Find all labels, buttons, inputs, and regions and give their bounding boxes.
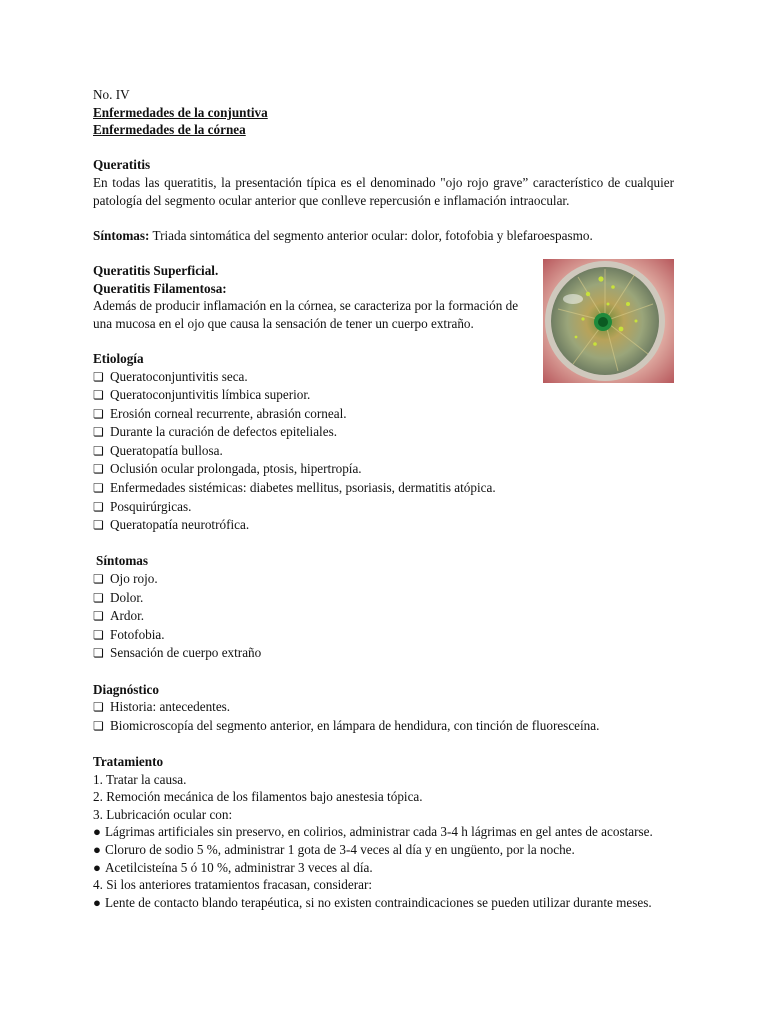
list-item [93,386,674,405]
list-item [93,442,674,461]
list-item-text: Queratoconjuntivitis seca. [110,368,248,384]
diagnostico-list [93,698,674,735]
tratamiento-step-4: 4. Si los anteriores tratamientos fracasan, considerar: [93,877,373,893]
checkbox-bullet-icon [93,443,104,461]
list-item-text: Durante la curación de defectos epiteliales. [110,424,338,440]
title-conjuntiva: Enfermedades de la conjuntiva [93,104,268,120]
bullet-text: Cloruro de sodio 5 %, administrar 1 gota de 3-4 veces al día y en ungüento, por la noche. [104,841,575,857]
title-cornea: Enfermedades de la córnea [93,122,246,138]
tratamiento-bullet-item [93,894,674,912]
checkbox-bullet-icon [93,571,104,589]
list-item-text: Oclusión ocular prolongada, ptosis, hipertropía. [110,461,362,477]
heading-etiologia: Etiología [93,350,144,366]
checkbox-bullet-icon [93,608,104,626]
sintomas-triada [93,227,674,245]
sintomas-list [93,570,674,663]
filamentosa-text: Además de producir inflamación en la córnea, se caracteriza por la formación de una mucosa en el ojo que causa la sensación de tener un cuerpo extraño. [93,298,519,331]
checkbox-bullet-icon [93,424,104,442]
heading-tratamiento: Tratamiento [93,753,164,769]
list-item-text: Historia: antecedentes. [110,699,231,715]
document-number: No. IV [93,87,130,102]
list-item-text: Enfermedades sistémicas: diabetes mellitus, psoriasis, dermatitis atópica. [110,480,496,496]
list-item-text: Erosión corneal recurrente, abrasión corneal. [110,405,347,421]
heading-superficial: Queratitis Superficial. [93,262,219,278]
list-item [93,607,674,626]
heading-filamentosa: Queratitis Filamentosa: [93,280,227,296]
bullet-icon: ● [93,824,101,840]
list-item [93,516,674,535]
checkbox-bullet-icon [93,480,104,498]
queratitis-text: En todas las queratitis, la presentación típica es el denominado "ojo rojo grave” característico de cualquier patología del segmento ocular anterior que conlleve repercusión e inflamación intraocular. [93,174,674,208]
checkbox-bullet-icon [93,517,104,535]
list-item-text: Posquirúrgicas. [110,498,192,514]
checkbox-bullet-icon [93,461,104,479]
tratamiento-bullet-item [93,841,674,859]
checkbox-bullet-icon [93,387,104,405]
checkbox-bullet-icon [93,699,104,717]
checkbox-bullet-icon [93,369,104,387]
sintomas-label: Síntomas: [93,227,150,243]
bullet-text: Acetilcisteína 5 ó 10 %, administrar 3 veces al día. [104,859,373,875]
list-item-text: Dolor. [110,589,144,605]
list-item-text: Queratopatía bullosa. [110,442,223,458]
list-item [93,626,674,645]
checkbox-bullet-icon [93,627,104,645]
list-item-text: Biomicroscopía del segmento anterior, en lámpara de hendidura, con tinción de fluoresceína. [110,717,600,733]
list-item-text: Queratoconjuntivitis límbica superior. [110,387,311,403]
tratamiento-bullet-item [93,859,674,877]
list-item [93,698,674,717]
list-item [93,570,674,589]
bullet-icon: ● [93,859,101,875]
list-item [93,498,674,517]
list-item [93,717,674,736]
tratamiento-step-3: 3. Lubricación ocular con: [93,806,233,822]
bullet-icon: ● [93,841,101,857]
list-item-text: Sensación de cuerpo extraño [110,645,262,661]
list-item [93,589,674,608]
checkbox-bullet-icon [93,645,104,663]
list-item-text: Ardor. [110,608,145,624]
list-item [93,460,674,479]
sintomas-triada-text: Triada sintomática del segmento anterior ocular: dolor, fotofobia y blefaroespasmo. [149,227,593,243]
checkbox-bullet-icon [93,718,104,736]
list-item-text: Ojo rojo. [110,571,158,587]
list-item-text: Queratopatía neurotrófica. [110,517,250,533]
list-item [93,644,674,663]
checkbox-bullet-icon [93,406,104,424]
checkbox-bullet-icon [93,499,104,517]
bullet-icon: ● [93,894,101,910]
heading-sintomas: Síntomas [96,553,149,569]
list-item [93,405,674,424]
list-item [93,423,674,442]
heading-queratitis: Queratitis [93,157,151,173]
tratamiento-step-1: 1. Tratar la causa. [93,771,187,787]
document-body [93,86,674,911]
etiologia-list [93,368,674,535]
list-item-text: Fotofobia. [110,626,165,642]
bullet-text: Lágrimas artificiales sin preservo, en colirios, administrar cada 3-4 h lágrimas en gel antes de acostarse. [104,824,653,840]
checkbox-bullet-icon [93,590,104,608]
list-item [93,479,674,498]
tratamiento-step-2: 2. Remoción mecánica de los filamentos bajo anestesia tópica. [93,789,423,805]
heading-diagnostico: Diagnóstico [93,681,159,697]
tratamiento-bullet-item [93,823,674,841]
bullet-text: Lente de contacto blando terapéutica, si no existen contraindicaciones se pueden utilizar durante meses. [104,894,652,910]
list-item [93,368,674,387]
